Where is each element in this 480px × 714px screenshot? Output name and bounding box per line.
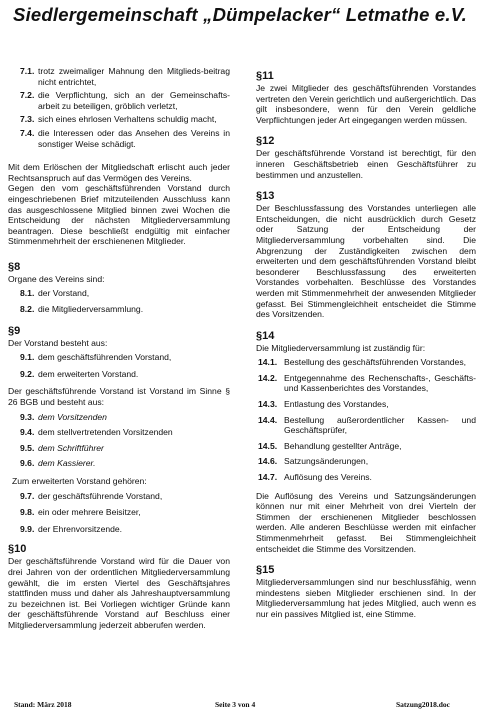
item-number: 7.4. — [20, 127, 35, 138]
section-heading-12: §12 — [256, 135, 275, 148]
item-text: dem geschäftsführenden Vorstand, — [38, 352, 172, 363]
section-text: Mitgliederversammlungen sind nur beschlussfähig, wenn mindestens sieben Mitglieder erschienen sind. In der Mitgliederversammlung hat jedes Mitglied, auch wenn es nur ein passives Mitglied ist, eine Stimme. — [256, 577, 476, 619]
item-number: 8.2. — [20, 304, 35, 315]
section-heading-10: §10 — [8, 543, 27, 556]
section-intro: Der Vorstand besteht aus: — [8, 337, 108, 348]
item-number: 9.2. — [20, 368, 35, 379]
item-number: 7.3. — [20, 114, 35, 125]
list-item — [20, 288, 230, 299]
item-text: dem stellvertretenden Vorsitzenden — [38, 427, 173, 438]
list-item — [20, 128, 230, 149]
list-item — [20, 114, 230, 125]
item-number: 9.3. — [20, 411, 35, 422]
section-heading-13: §13 — [256, 190, 275, 203]
list-item — [20, 443, 230, 454]
item-number: 9.7. — [20, 490, 35, 501]
section-heading-8: §8 — [8, 260, 21, 273]
footer-page-number: Seite 3 von 4 — [215, 700, 256, 709]
item-number: 9.4. — [20, 427, 35, 438]
item-text: dem Kassierer. — [38, 458, 96, 469]
list-item — [20, 90, 230, 111]
list-item — [258, 441, 476, 452]
item-text: der Vorstand, — [38, 287, 90, 298]
item-text: Auflösung des Vereins. — [284, 472, 372, 483]
item-text: ein oder mehrere Beisitzer, — [38, 507, 141, 518]
item-number: 9.6. — [20, 458, 35, 469]
item-number: 14.5. — [258, 440, 278, 451]
item-number: 8.1. — [20, 287, 35, 298]
list-item — [258, 415, 476, 436]
item-text: Satzungsänderungen, — [284, 456, 369, 467]
section-heading-11: §11 — [256, 70, 274, 82]
section-text: Der geschäftsführende Vorstand wird für die Dauer von drei Jahren von der ordentlichen Mitgliederversammlung gewählt, die im ersten Viertel des Geschäftsjahres stattfinden muss und daher als Jahreshauptversammlung zu bezeichnen ist. Bei Vorliegen wichtiger Gründe kann der geschäftsführende Vorstand auf Beschluss einer Mitgliederversammlung jederzeit abberufen werden. — [8, 556, 230, 630]
list-item — [258, 456, 476, 467]
list-item — [20, 412, 230, 423]
section-heading-14: §14 — [256, 329, 275, 342]
list-item — [20, 352, 230, 363]
section-heading-15: §15 — [256, 564, 275, 577]
item-number: 14.2. — [258, 372, 278, 383]
section-text: Je zwei Mitglieder des geschäftsführenden Vorstandes vertreten den Verein gerichtlich und außergerichtlich. Das gilt insbesondere, wenn für den Verein geldliche Verpflichtungen jeder Art eingegangen werden müssen. — [256, 83, 476, 125]
item-number: 9.9. — [20, 523, 35, 534]
left-column — [8, 66, 230, 631]
item-number: 14.7. — [258, 472, 278, 483]
item-number: 7.2. — [20, 90, 35, 101]
item-number: 14.6. — [258, 456, 278, 467]
item-text: dem Schriftführer — [38, 442, 104, 453]
item-number: 9.1. — [20, 352, 35, 363]
paragraph-erweiterter-vorstand: Zum erweiterten Vorstand gehören: — [12, 476, 147, 487]
item-text: sich eines ehrlosen Verhaltens schuldig macht, — [38, 114, 217, 125]
list-item — [258, 357, 476, 368]
list-item — [20, 66, 230, 87]
item-number: 14.1. — [258, 357, 278, 368]
section-text: Der Beschlussfassung des Vorstandes unterliegen alle Entscheidungen, die nicht ausdrücklich durch Gesetz oder Satzung der Entscheidung der Mitgliederversammlung vorbehalten sind. Die Abgrenzung der Zuständigkeiten zwischen dem erweiterten und dem geschäftsführenden Vorstand bleibt besonderer Beschlussfassung des erweiterten Vorstandes vorbehalten. Beschlüsse des Vorstandes werden mit Stimmenmehrheit der anwesenden Mitglieder gefasst. Bei Stimmengleichheit entscheidet die Stimme des Vorsitzenden. — [256, 203, 476, 320]
footer-filename: Satzung2018.doc — [396, 700, 450, 709]
item-text: Bestellung des geschäftsführenden Vorstandes, — [284, 357, 467, 368]
section-text: Der geschäftsführende Vorstand ist berechtigt, für den inneren Geschäftsbetrieb einen Geschäftsführer zu bestimmen und anzustellen. — [256, 148, 476, 180]
section-heading-9: §9 — [8, 324, 21, 337]
list-item — [258, 373, 476, 394]
item-number: 14.3. — [258, 399, 278, 410]
paragraph-erloeschen: Mit dem Erlöschen der Mitgliedschaft erlischt auch jeder Rechtsanspruch auf das Vermögen des Vereins. — [8, 162, 230, 183]
paragraph-gf-vorstand: Der geschäftsführende Vorstand ist Vorstand im Sinne § 26 BGB und besteht aus: — [8, 386, 230, 408]
item-number: 7.1. — [20, 66, 35, 76]
item-text: trotz zweimaliger Mahnung den Mitglieds-beitrag nicht entrichtet, — [38, 66, 230, 87]
right-column — [256, 70, 476, 620]
list-item — [20, 507, 230, 518]
list-item — [20, 427, 230, 438]
list-item — [20, 304, 230, 315]
item-text: dem Vorsitzenden — [38, 411, 107, 422]
item-text: dem erweiterten Vorstand. — [38, 368, 139, 379]
item-text: der Ehrenvorsitzende. — [38, 523, 123, 534]
item-text: der geschäftsführende Vorstand, — [38, 490, 163, 501]
item-number: 9.5. — [20, 442, 35, 453]
item-text: die Mitgliederversammlung. — [38, 304, 144, 315]
section-intro: Organe des Vereins sind: — [8, 273, 105, 284]
list-item — [20, 458, 230, 469]
footer-date: Stand: März 2018 — [14, 700, 72, 709]
list-item — [258, 399, 476, 410]
item-text: Bestellung außerordentlicher Kassen- und Geschäftsprüfer, — [284, 414, 476, 436]
item-number: 9.8. — [20, 507, 35, 518]
item-number: 14.4. — [258, 414, 278, 425]
list-item — [20, 369, 230, 380]
paragraph-ausschluss: Gegen den vom geschäftsführenden Vorstand durch eingeschriebenen Brief mitzuteilenden Ausschluss kann das ausgeschlossene Mitglied binnen zwei Wochen die Entscheidung der nächsten Mitgliederversammlung beantragen. Diese beschließt endgültig mit einfacher Stimmenmehrheit der erschienenen Mitglieder. — [8, 183, 230, 247]
page-title: Siedlergemeinschaft „Dümpelacker“ Letmathe e.V. — [13, 4, 467, 25]
list-item — [258, 472, 476, 483]
section-intro: Die Mitgliederversammlung ist zuständig für: — [256, 342, 426, 353]
item-text: Behandlung gestellter Anträge, — [284, 440, 402, 451]
item-text: Entgegennahme des Rechenschafts-, Geschäfts- und Kassenberichtes des Vorstandes, — [284, 372, 476, 394]
list-item — [20, 524, 230, 535]
item-text: die Interessen oder das Ansehen des Vereins in sonstiger Weise schädigt. — [38, 127, 230, 149]
item-text: Entlastung des Vorstandes, — [284, 399, 389, 410]
item-text: die Verpflichtung, sich an der Gemeinschafts-arbeit zu beteiligen, gröblich verletzt, — [38, 90, 230, 111]
paragraph-aufloesung: Die Auflösung des Vereins und Satzungsänderungen können nur mit einer Mehrheit von drei Vierteln der Stimmen der erschienenen Mitglieder beschlossen werden. Alle anderen Beschlüsse werden mit einfacher Stimmenmehrheit gefasst. Bei Stimmengleichheit entscheidet die Stimme des Vorsitzenden. — [256, 490, 476, 554]
list-item — [20, 491, 230, 502]
